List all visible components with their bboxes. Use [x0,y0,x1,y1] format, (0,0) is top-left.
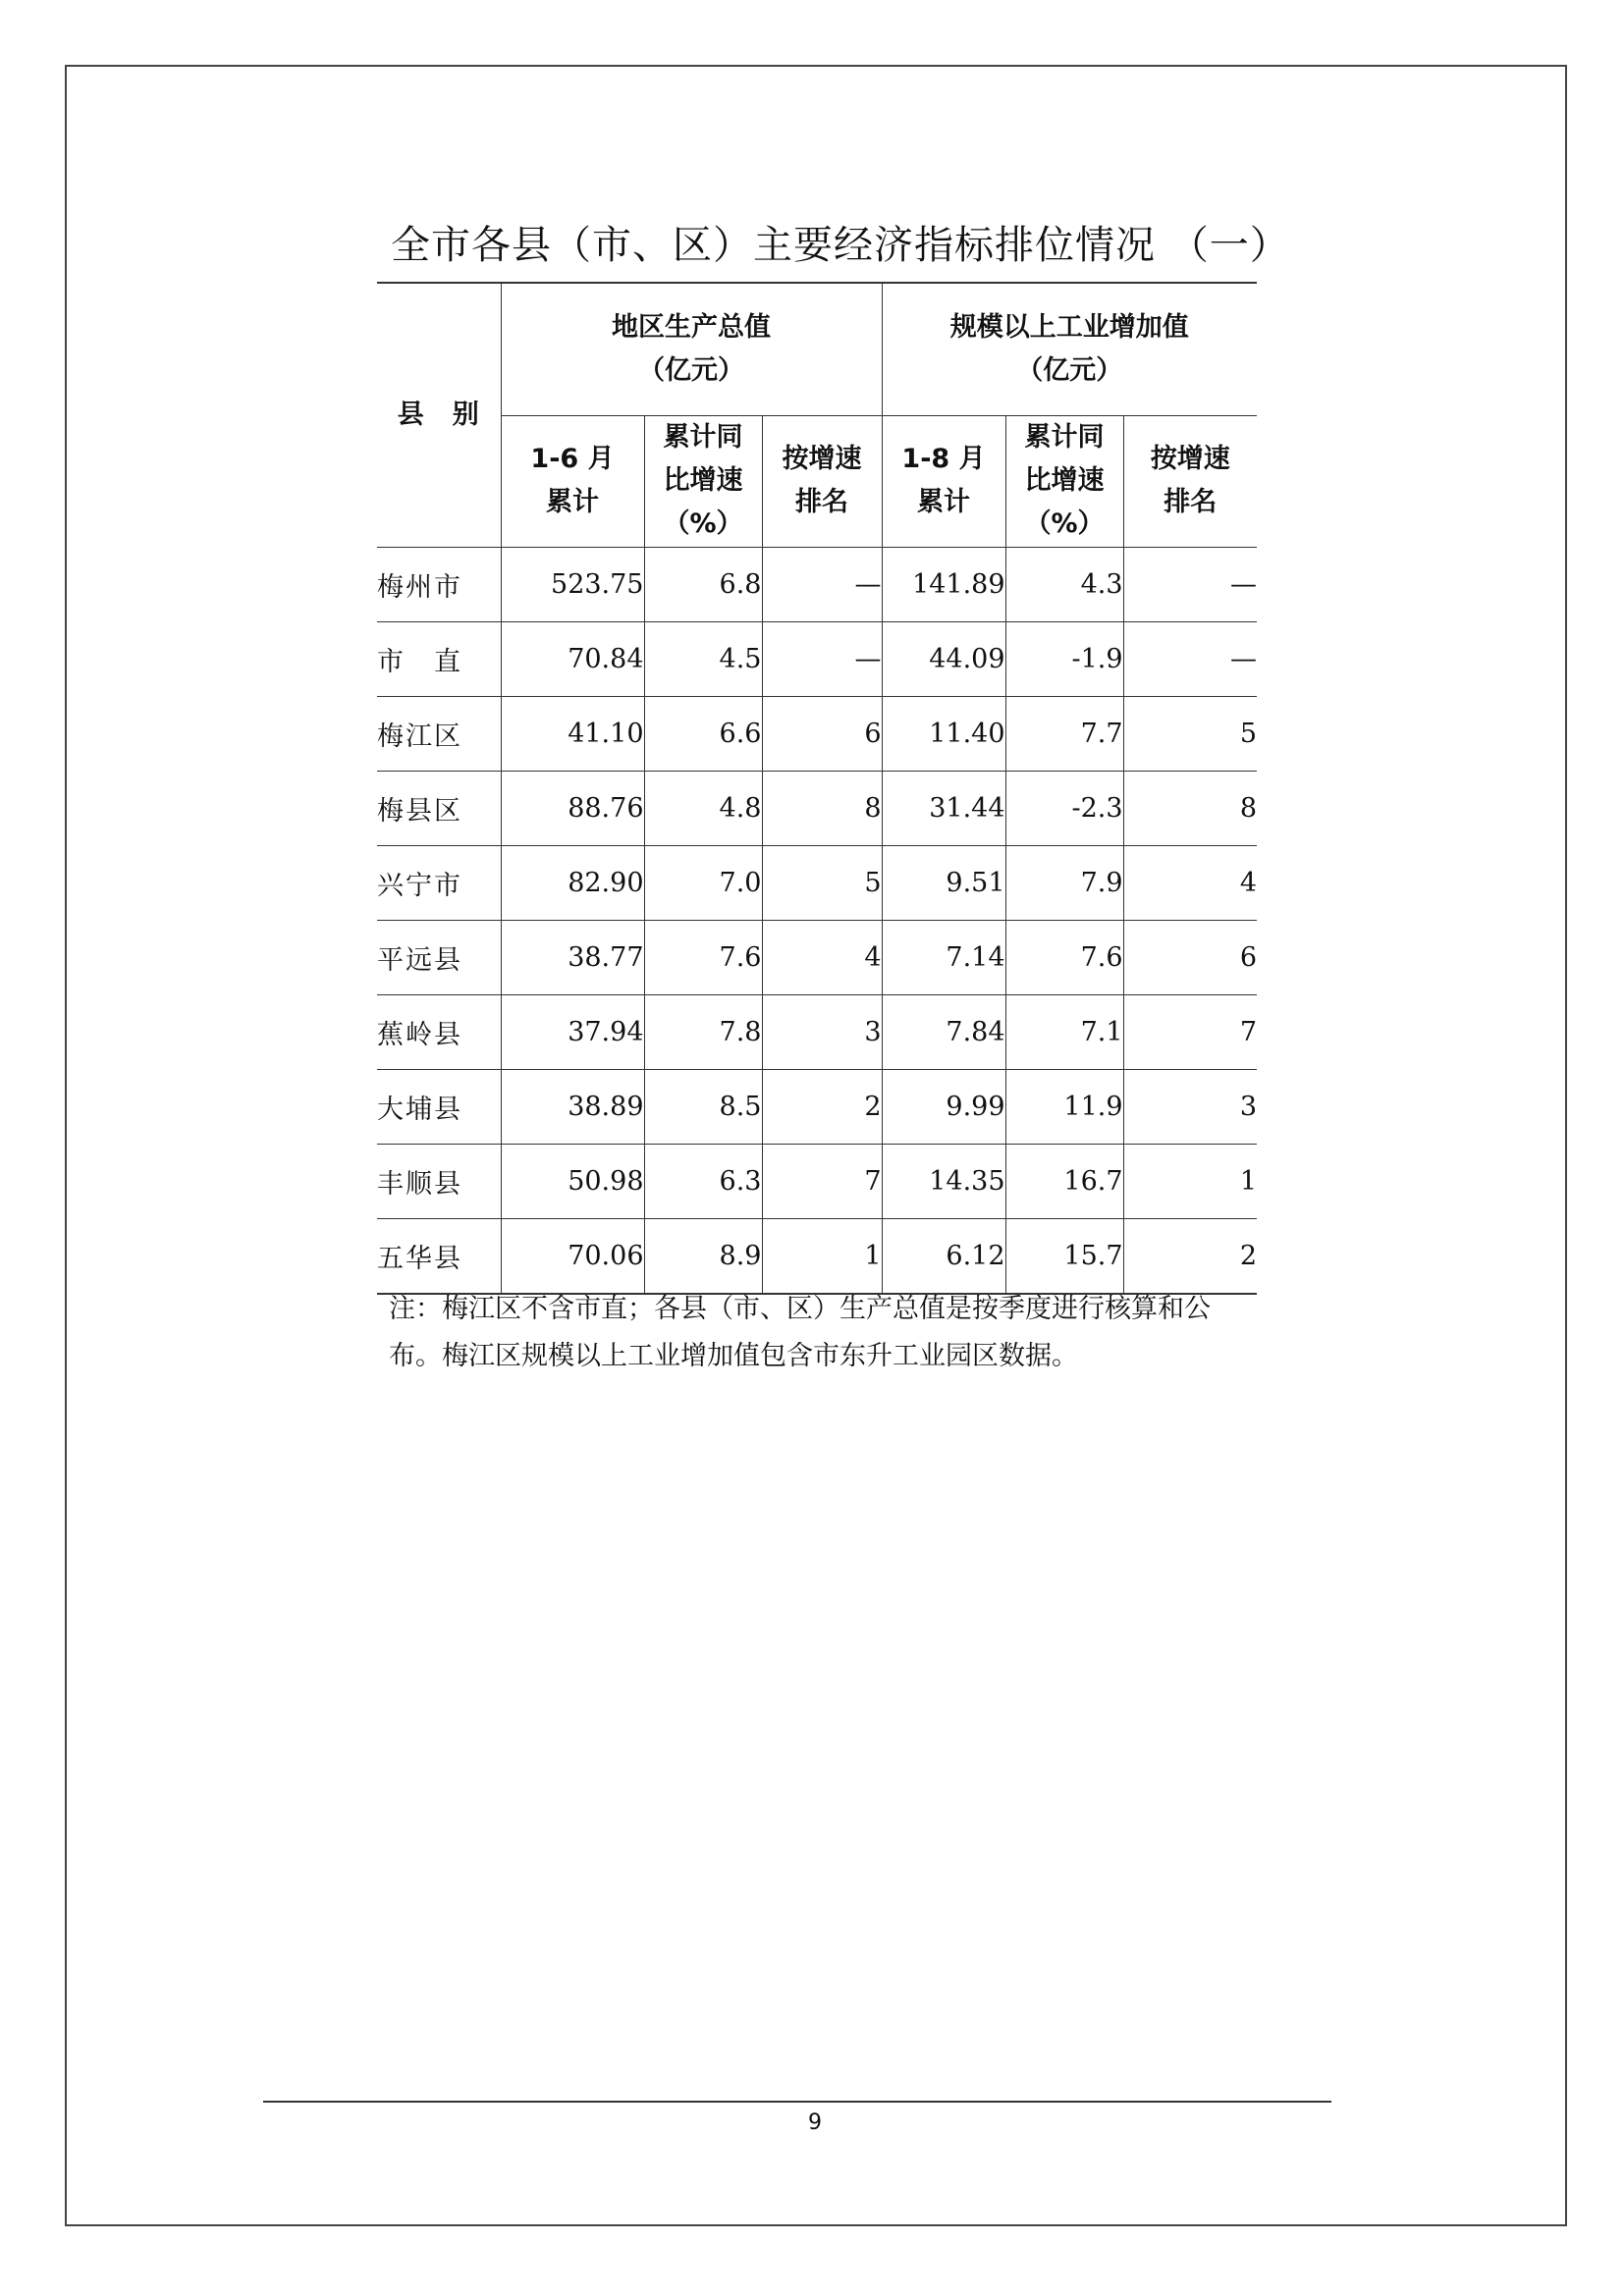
industry-cumulative-header [882,415,1005,547]
county-name: 梅州市 [377,547,501,621]
industry-cumulative: 31.44 [882,771,1005,845]
page-number: 9 [808,2110,822,2135]
gdp-rank: 5 [762,845,882,920]
gdp-rank: 1 [762,1218,882,1294]
county-name: 五华县 [377,1218,501,1294]
industry-growth: 7.7 [1005,696,1123,771]
industry-growth-header-line2: 比增速 [1024,465,1105,496]
industry-group-title: 规模以上工业增加值 [949,311,1189,343]
gdp-growth: 6.8 [644,547,762,621]
gdp-group-header [501,283,882,415]
gdp-growth: 7.8 [644,994,762,1069]
industry-cumulative: 7.84 [882,994,1005,1069]
table-row [377,771,1257,845]
gdp-growth: 4.5 [644,621,762,696]
industry-rank: 1 [1123,1144,1257,1218]
industry-growth-header-line3: （%） [1024,508,1105,539]
gdp-growth-header-line2: 比增速 [663,465,743,496]
gdp-rank: 6 [762,696,882,771]
gdp-growth: 4.8 [644,771,762,845]
industry-growth-header-line1: 累计同 [1024,422,1105,453]
gdp-group-title: 地区生产总值 [612,311,771,343]
industry-cumulative: 9.51 [882,845,1005,920]
county-name: 蕉岭县 [377,994,501,1069]
industry-cumulative: 6.12 [882,1218,1005,1294]
industry-rank: 6 [1123,920,1257,994]
table-row [377,920,1257,994]
industry-cumulative: 44.09 [882,621,1005,696]
gdp-cumulative: 82.90 [501,845,644,920]
county-header-label: 县 别 [397,399,480,430]
industry-growth-header [1005,415,1123,547]
table-row [377,696,1257,771]
gdp-rank-header [762,415,882,547]
gdp-cumulative: 70.84 [501,621,644,696]
gdp-rank: — [762,547,882,621]
gdp-rank: 2 [762,1069,882,1144]
industry-cumulative-header-line1: 1-8 月 [901,444,986,474]
gdp-cumulative: 38.77 [501,920,644,994]
gdp-rank: — [762,621,882,696]
table-row [377,547,1257,621]
industry-rank: 8 [1123,771,1257,845]
county-name: 梅江区 [377,696,501,771]
industry-cumulative: 141.89 [882,547,1005,621]
county-name: 平远县 [377,920,501,994]
footer-divider [263,2101,1331,2103]
table-row [377,1144,1257,1218]
industry-cumulative: 9.99 [882,1069,1005,1144]
gdp-cumulative: 38.89 [501,1069,644,1144]
industry-rank: — [1123,621,1257,696]
industry-growth: 7.6 [1005,920,1123,994]
table-row [377,1218,1257,1294]
industry-growth: 7.9 [1005,845,1123,920]
county-name: 兴宁市 [377,845,501,920]
gdp-rank-header-line2: 排名 [795,487,848,517]
gdp-rank: 8 [762,771,882,845]
gdp-cumulative: 523.75 [501,547,644,621]
industry-rank: 2 [1123,1218,1257,1294]
industry-rank: 7 [1123,994,1257,1069]
gdp-growth-header-line3: （%） [663,508,743,539]
industry-rank-header-line2: 排名 [1164,487,1218,517]
industry-group-unit: （亿元） [1016,354,1123,386]
table-footnote: 注：梅江区不含市直；各县（市、区）生产总值是按季度进行核算和公布。梅江区规模以上工业增加值包含市东升工业园区数据。 [389,1294,1211,1371]
county-column-header [377,283,501,547]
industry-cumulative: 7.14 [882,920,1005,994]
gdp-rank: 7 [762,1144,882,1218]
gdp-cumulative: 50.98 [501,1144,644,1218]
gdp-cumulative: 37.94 [501,994,644,1069]
gdp-cumulative: 70.06 [501,1218,644,1294]
industry-rank-header-line1: 按增速 [1150,444,1230,474]
table-body [377,547,1257,1294]
gdp-growth-header [644,415,762,547]
gdp-growth: 7.6 [644,920,762,994]
gdp-growth: 7.0 [644,845,762,920]
table-row [377,994,1257,1069]
gdp-cumulative-header-line1: 1-6 月 [530,444,615,474]
gdp-cumulative-header-line2: 累计 [546,487,599,517]
industry-rank: — [1123,547,1257,621]
industry-growth: -1.9 [1005,621,1123,696]
industry-growth: 4.3 [1005,547,1123,621]
gdp-rank-header-line1: 按增速 [782,444,862,474]
page-title: 全市各县（市、区）主要经济指标排位情况 （一） [391,223,1290,268]
industry-rank: 3 [1123,1069,1257,1144]
industry-rank: 5 [1123,696,1257,771]
industry-growth: 11.9 [1005,1069,1123,1144]
gdp-rank: 4 [762,920,882,994]
industry-cumulative-header-line2: 累计 [917,487,971,517]
industry-growth: 16.7 [1005,1144,1123,1218]
table-row [377,621,1257,696]
county-name: 丰顺县 [377,1144,501,1218]
table-row [377,845,1257,920]
gdp-cumulative-header [501,415,644,547]
county-name: 梅县区 [377,771,501,845]
industry-growth: -2.3 [1005,771,1123,845]
economic-indicators-table [377,282,1257,1295]
gdp-growth-header-line1: 累计同 [663,422,743,453]
industry-rank: 4 [1123,845,1257,920]
industry-growth: 15.7 [1005,1218,1123,1294]
industry-growth: 7.1 [1005,994,1123,1069]
gdp-growth: 8.9 [644,1218,762,1294]
county-name: 市 直 [377,621,501,696]
gdp-growth: 8.5 [644,1069,762,1144]
gdp-group-unit: （亿元） [638,354,744,386]
industry-rank-header [1123,415,1257,547]
industry-cumulative: 11.40 [882,696,1005,771]
industry-cumulative: 14.35 [882,1144,1005,1218]
industry-group-header [882,283,1257,415]
county-name: 大埔县 [377,1069,501,1144]
gdp-growth: 6.6 [644,696,762,771]
gdp-growth: 6.3 [644,1144,762,1218]
gdp-rank: 3 [762,994,882,1069]
gdp-cumulative: 41.10 [501,696,644,771]
gdp-cumulative: 88.76 [501,771,644,845]
table-row [377,1069,1257,1144]
